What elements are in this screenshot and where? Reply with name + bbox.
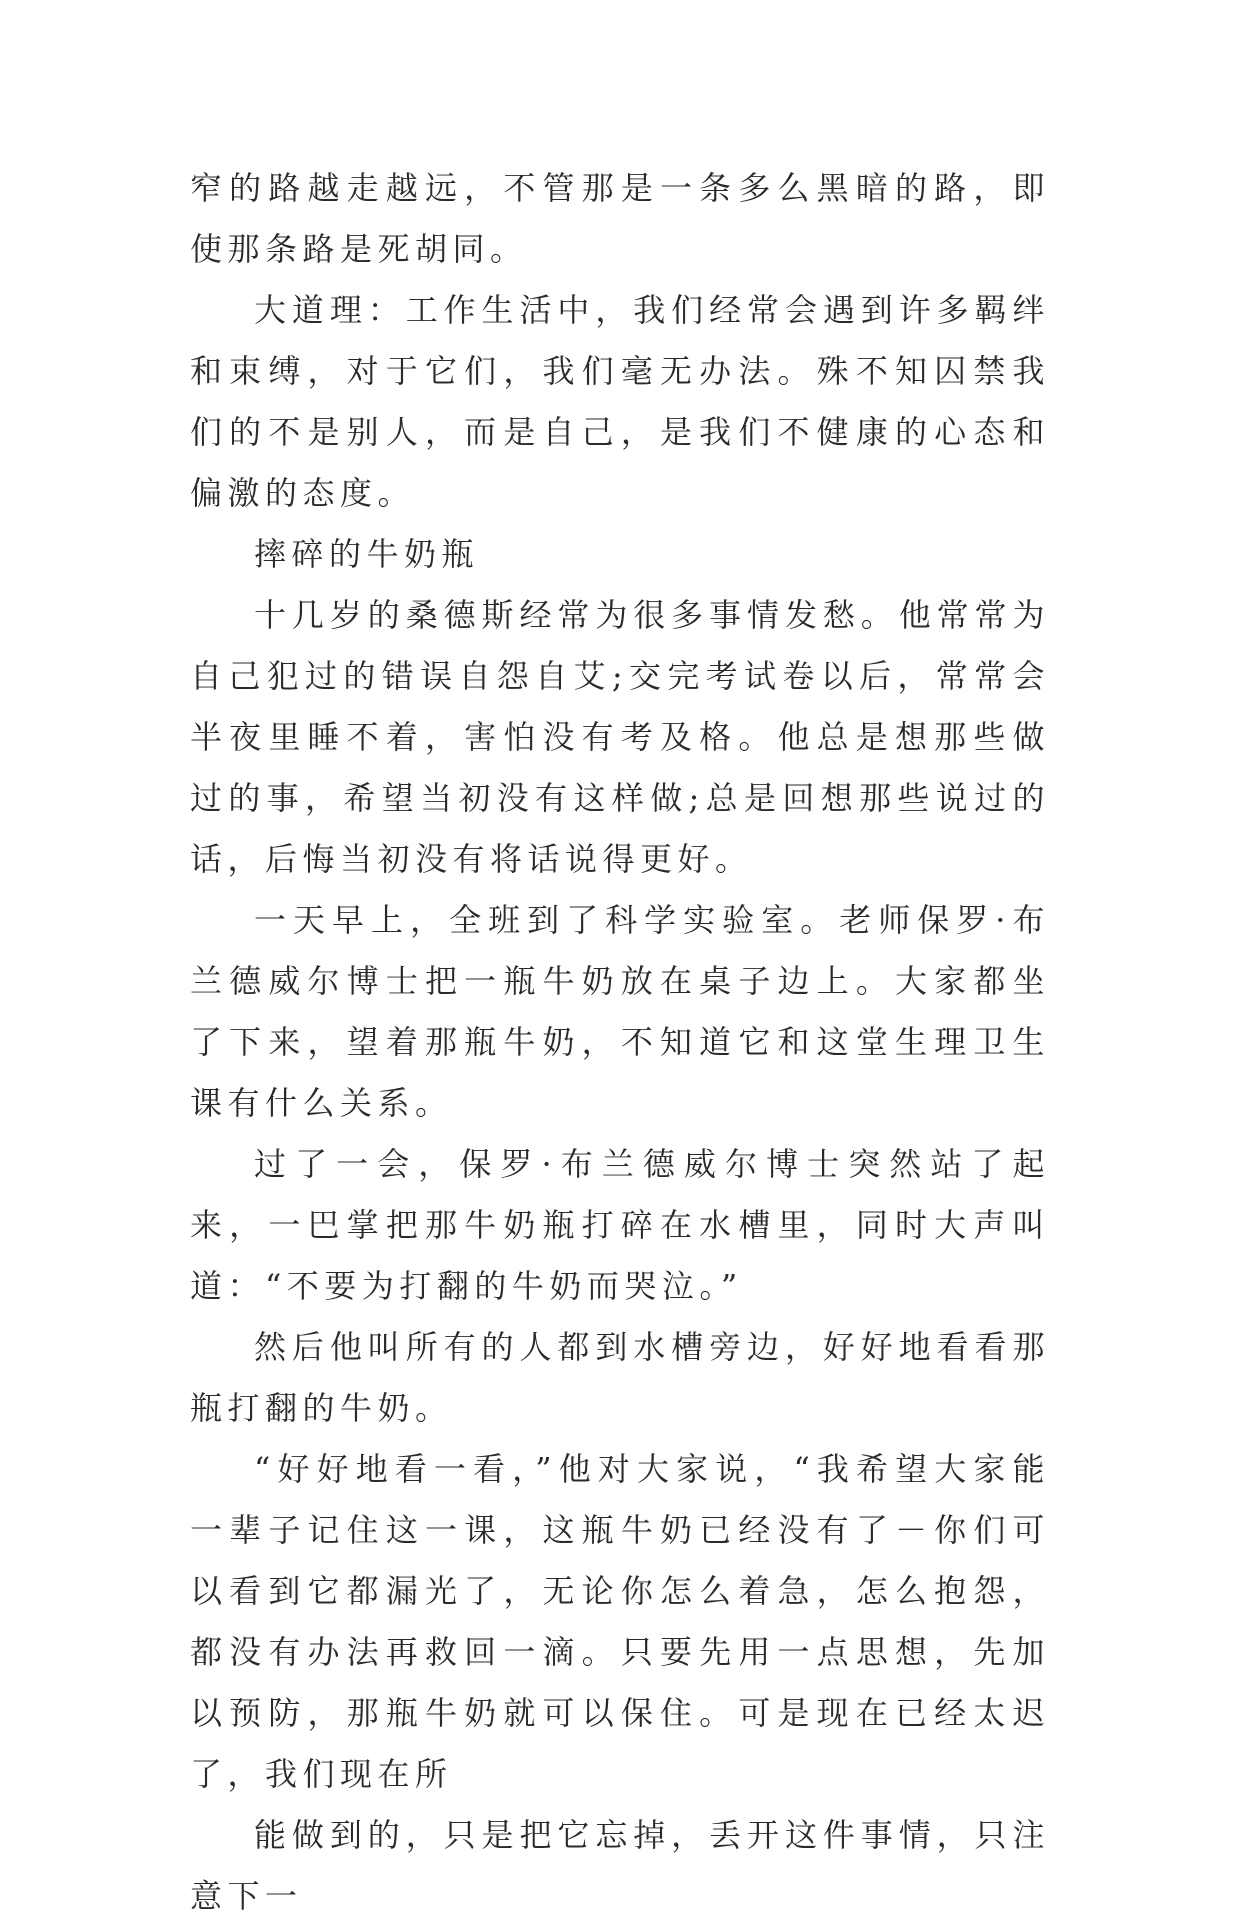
- paragraph-sanders: 十几岁的桑德斯经常为很多事情发愁。他常常为自己犯过的错误自怨自艾;交完考试卷以后，常常会半夜里睡不着，害怕没有考及格。他总是想那些做过的事，希望当初没有这样做;总是回想那些说过的话，后悔当初没有将话说得更好。: [190, 596, 1050, 878]
- paragraph-lesson: “好好地看一看，”他对大家说，“我希望大家能一辈子记住这一课，这瓶牛奶已经没有了－你们可以看到它都漏光了，无论你怎么着急，怎么抱怨，都没有办法再救回一滴。只要先用一点思想，先加以预防，那瓶牛奶就可以保住。可是现在已经太迟了，我们现在所: [190, 1450, 1050, 1793]
- paragraph-sink: 然后他叫所有的人都到水槽旁边，好好地看看那瓶打翻的牛奶。: [190, 1328, 1050, 1427]
- paragraph-smash: 过了一会，保罗·布兰德威尔博士突然站了起来，一巴掌把那牛奶瓶打碎在水槽里，同时大声叫道：“不要为打翻的牛奶而哭泣。”: [190, 1145, 1050, 1305]
- document-body: [190, 158, 1050, 1927]
- paragraph-continuation: 窄的路越走越远，不管那是一条多么黑暗的路，即使那条路是死胡同。: [190, 169, 1050, 268]
- paragraph-moral: 大道理：工作生活中，我们经常会遇到许多羁绊和束缚，对于它们，我们毫无办法。殊不知囚禁我们的不是别人，而是自己，是我们不健康的心态和偏激的态度。: [190, 291, 1050, 512]
- paragraph-lab: 一天早上，全班到了科学实验室。老师保罗·布兰德威尔博士把一瓶牛奶放在桌子边上。大家都坐了下来，望着那瓶牛奶，不知道它和这堂生理卫生课有什么关系。: [190, 901, 1050, 1122]
- paragraph-forget: 能做到的，只是把它忘掉，丢开这件事情，只注意下一: [190, 1816, 1050, 1915]
- section-title: 摔碎的牛奶瓶: [254, 535, 480, 573]
